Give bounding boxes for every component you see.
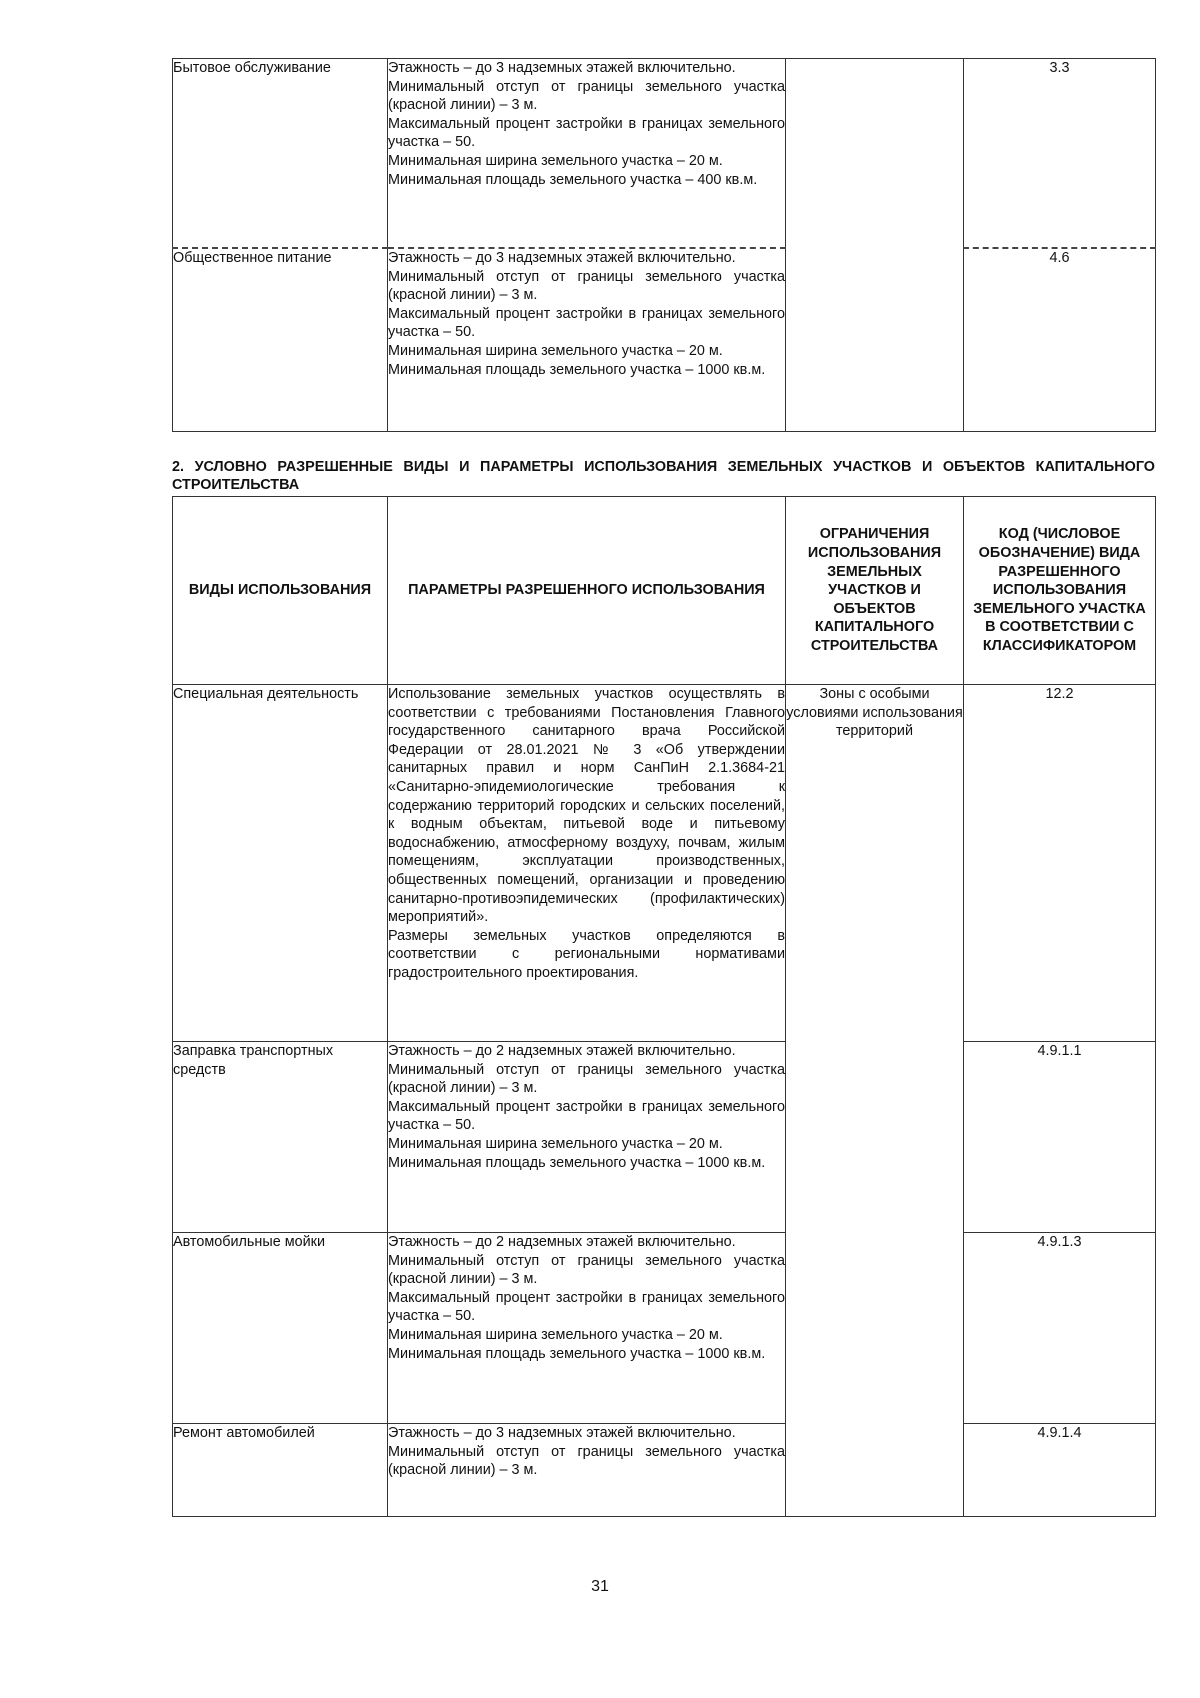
param-line: Минимальная площадь земельного участка – 1000 кв.м. <box>388 361 766 378</box>
param-line: Минимальная ширина земельного участка – 20 м. <box>388 1326 723 1343</box>
param-line: Максимальный процент застройки в границах земельного участка – 50. <box>388 115 785 151</box>
header-restrictions: ОГРАНИЧЕНИЯ ИСПОЛЬЗОВАНИЯ ЗЕМЕЛЬНЫХ УЧАСТКОВ И ОБЪЕКТОВ КАПИТАЛЬНОГО СТРОИТЕЛЬСТВА <box>786 497 964 685</box>
use-kind-cell: Специальная деятельность <box>173 685 388 1042</box>
table-header-row <box>173 497 1156 685</box>
param-line: Этажность – до 2 надземных этажей включительно. <box>388 1234 736 1250</box>
param-line: Минимальный отступ от границы земельного участка (красной линии) – 3 м. <box>388 1061 785 1097</box>
use-kind-cell: Заправка транспортных средств <box>173 1042 388 1233</box>
section-heading: 2. УСЛОВНО РАЗРЕШЕННЫЕ ВИДЫ И ПАРАМЕТРЫ ИСПОЛЬЗОВАНИЯ ЗЕМЕЛЬНЫХ УЧАСТКОВ И ОБЪЕКТОВ КАПИТАЛЬНОГО СТРОИТЕЛЬСТВА <box>172 459 1155 493</box>
code-cell: 4.9.1.3 <box>964 1233 1156 1424</box>
code-cell: 4.9.1.1 <box>964 1042 1156 1233</box>
param-line: Минимальная площадь земельного участка – 1000 кв.м. <box>388 1154 766 1171</box>
param-line: Максимальный процент застройки в границах земельного участка – 50. <box>388 1289 785 1325</box>
param-line: Минимальная площадь земельного участка – 400 кв.м. <box>388 171 758 188</box>
param-line: Минимальный отступ от границы земельного участка (красной линии) – 3 м. <box>388 268 785 304</box>
params-cell <box>388 1042 786 1233</box>
code-cell: 4.6 <box>964 248 1156 432</box>
params-cell <box>388 685 786 1042</box>
params-cell <box>388 248 786 432</box>
param-line: Минимальная ширина земельного участка – 20 м. <box>388 152 723 169</box>
table-row <box>173 248 1156 432</box>
page-number: 31 <box>591 1578 609 1595</box>
table-row <box>173 1233 1156 1424</box>
code-cell: 3.3 <box>964 59 1156 249</box>
restrictions-cell: Зоны с особыми условиями использования территорий <box>786 685 964 1517</box>
use-kind-cell: Ремонт автомобилей <box>173 1424 388 1517</box>
use-kind-cell: Общественное питание <box>173 248 388 432</box>
param-line: Минимальная площадь земельного участка – 1000 кв.м. <box>388 1345 766 1362</box>
param-line: Минимальная ширина земельного участка – 20 м. <box>388 342 723 359</box>
param-line: Использование земельных участков осуществлять в соответствии с требованиями Постановления Главного государственного санитарного врача Российской Федерации от 28.01.2021 № 3 «Об утверждении санитарных правил и норм СанПиН 2.1.3684-21 «Санитарно-эпидемиологические требования к содержанию территорий городских и сельских поселений, к водным объектам, питьевой воде и питьевому водоснабжению, атмосферному воздуху, почвам, жилым помещениям, эксплуатации производственных, общественных помещений, организации и проведению санитарно-противоэпидемических (профилактических) мероприятий». <box>388 686 785 926</box>
code-cell: 4.9.1.4 <box>964 1424 1156 1517</box>
param-line: Минимальный отступ от границы земельного участка (красной линии) – 3 м. <box>388 1252 785 1288</box>
use-kind-cell: Бытовое обслуживание <box>173 59 388 249</box>
restrictions-cell <box>786 59 964 432</box>
header-kinds: ВИДЫ ИСПОЛЬЗОВАНИЯ <box>173 497 388 685</box>
param-line: Этажность – до 3 надземных этажей включительно. <box>388 60 736 76</box>
params-cell <box>388 59 786 249</box>
param-line: Этажность – до 2 надземных этажей включительно. <box>388 1043 736 1059</box>
param-line: Этажность – до 3 надземных этажей включительно. <box>388 250 736 266</box>
param-line: Размеры земельных участков определяются в соответствии с региональными нормативами градостроительного проектирования. <box>388 927 785 981</box>
table-row <box>173 685 1156 1042</box>
header-code: КОД (ЧИСЛОВОЕ ОБОЗНАЧЕНИЕ) ВИДА РАЗРЕШЕННОГО ИСПОЛЬЗОВАНИЯ ЗЕМЕЛЬНОГО УЧАСТКА В СООТВЕТСТВИИ С КЛАССИФИКАТОРОМ <box>964 497 1156 685</box>
param-line: Минимальная ширина земельного участка – 20 м. <box>388 1135 723 1152</box>
code-cell: 12.2 <box>964 685 1156 1042</box>
params-cell <box>388 1424 786 1517</box>
param-line: Максимальный процент застройки в границах земельного участка – 50. <box>388 1098 785 1134</box>
table-row <box>173 1424 1156 1517</box>
params-cell <box>388 1233 786 1424</box>
param-line: Минимальный отступ от границы земельного участка (красной линии) – 3 м. <box>388 78 785 114</box>
table-row <box>173 59 1156 249</box>
param-line: Этажность – до 3 надземных этажей включительно. <box>388 1425 736 1441</box>
conditional-uses-table <box>172 496 1156 1517</box>
use-kind-cell: Автомобильные мойки <box>173 1233 388 1424</box>
param-line: Минимальный отступ от границы земельного участка (красной линии) – 3 м. <box>388 1443 785 1479</box>
table-row <box>173 1042 1156 1233</box>
param-line: Максимальный процент застройки в границах земельного участка – 50. <box>388 305 785 341</box>
permitted-uses-table-continuation <box>172 58 1156 432</box>
header-params: ПАРАМЕТРЫ РАЗРЕШЕННОГО ИСПОЛЬЗОВАНИЯ <box>388 497 786 685</box>
